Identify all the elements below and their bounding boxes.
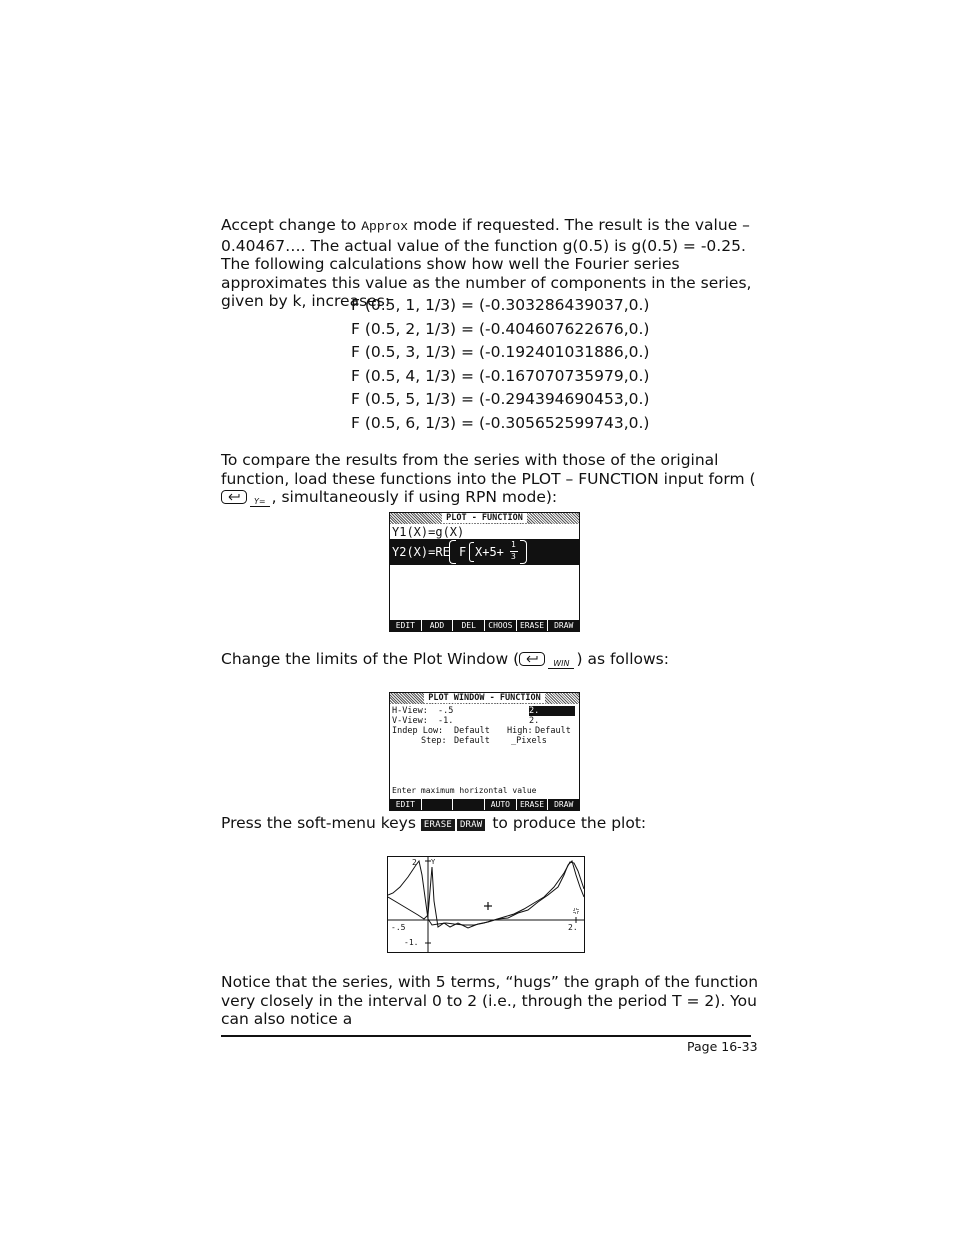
vview-label: V-View: xyxy=(392,716,428,726)
plot-function-screen xyxy=(389,512,580,632)
equation-1: F (0.5, 1, 1/3) = (-0.303286439037,0.) xyxy=(351,296,650,314)
y-equals-key-icon: Y= xyxy=(250,493,270,512)
step-label: Step: xyxy=(421,736,447,746)
soft-key-add[interactable]: ADD xyxy=(422,620,453,631)
notice-paragraph: Notice that the series, with 5 terms, “hugs” the graph of the function very closely in the interval 0 to 2 (i.e., through the period T = 2). You can also notice a xyxy=(221,973,759,1029)
plot-screen xyxy=(387,856,585,953)
left-shift-key-icon xyxy=(221,490,247,509)
y-max-label: 2 xyxy=(412,858,417,867)
equation-2: F (0.5, 2, 1/3) = (-0.404607622676,0.) xyxy=(351,320,650,338)
soft-key-draw[interactable]: DRAW xyxy=(548,799,579,810)
indep-high-value[interactable]: Default xyxy=(535,726,571,736)
equation-4: F (0.5, 4, 1/3) = (-0.167070735979,0.) xyxy=(351,367,650,385)
pixels-checkbox[interactable]: _Pixels xyxy=(511,736,547,746)
screen2-title: PLOT WINDOW - FUNCTION xyxy=(424,693,545,703)
plot-window-screen xyxy=(389,692,580,811)
fourier-series-curve xyxy=(388,861,584,928)
soft-key-choos[interactable]: CHOOS xyxy=(485,620,516,631)
f-symbol: F xyxy=(459,545,467,559)
screen2-title-bar xyxy=(390,693,579,704)
equation-3: F (0.5, 3, 1/3) = (-0.192401031886,0.) xyxy=(351,343,650,361)
y2-prefix: Y2(X)=RE xyxy=(392,545,450,559)
input-prompt: Enter maximum horizontal value xyxy=(392,786,537,795)
step-value[interactable]: Default xyxy=(454,736,490,746)
soft-key-blank-2[interactable] xyxy=(453,799,484,810)
draw-softkey: DRAW xyxy=(457,819,485,831)
x-max-label: 2. xyxy=(568,923,578,932)
equation-6: F (0.5, 6, 1/3) = (-0.305652599743,0.) xyxy=(351,414,650,432)
soft-key-edit[interactable]: EDIT xyxy=(390,799,421,810)
close-bracket-icon xyxy=(520,540,527,564)
erase-softkey: ERASE xyxy=(421,819,455,831)
compare-text-post: , simultaneously if using RPN mode): xyxy=(271,488,558,507)
win-key-icon: WIN xyxy=(548,655,574,674)
soft-key-erase[interactable]: ERASE xyxy=(517,799,548,810)
screen1-soft-menu xyxy=(390,620,579,631)
function-g-curve xyxy=(388,861,584,925)
intro-text-pre: Accept change to xyxy=(221,216,362,234)
page-number: Page 16-33 xyxy=(687,1039,758,1054)
indep-low-label: Indep Low: xyxy=(392,726,444,736)
fraction-denominator: 3 xyxy=(511,552,516,561)
compare-paragraph xyxy=(221,451,761,512)
inner-bracket-icon xyxy=(469,542,474,562)
equation-5: F (0.5, 5, 1/3) = (-0.294394690453,0.) xyxy=(351,390,650,408)
soft-key-blank-1[interactable] xyxy=(422,799,453,810)
soft-key-edit[interactable]: EDIT xyxy=(390,620,421,631)
open-bracket-icon xyxy=(449,540,456,564)
window-text-pre: Change the limits of the Plot Window ( xyxy=(221,650,520,668)
soft-key-auto[interactable]: AUTO xyxy=(485,799,516,810)
soft-key-del[interactable]: DEL xyxy=(453,620,484,631)
press-paragraph xyxy=(221,814,761,833)
intro-text-post: mode if requested. The result is the value –0.40467…. The actual value of the function g(0.5) is g(0.5) = -0.25. The following calculations show how well the Fourier series approximates this value as the number of components in the series, given by k, increases: xyxy=(221,216,752,311)
y-axis-label: Y xyxy=(431,858,436,866)
screen-title: PLOT - FUNCTION xyxy=(442,513,527,523)
function-line-y1: Y1(X)=g(X) xyxy=(392,525,465,539)
window-text-post: ) as follows: xyxy=(576,650,669,668)
soft-key-draw[interactable]: DRAW xyxy=(548,620,579,631)
approx-code: Approx xyxy=(361,219,409,234)
fraction-numerator: 1 xyxy=(511,540,516,549)
compare-text-pre: To compare the results from the series with those of the original function, load these functions into the PLOT – FUNCTION input form ( xyxy=(221,451,756,488)
function-line-y2 xyxy=(390,539,579,565)
vview-high-value[interactable]: 2. xyxy=(529,716,540,726)
indep-low-value[interactable]: Default xyxy=(454,726,490,736)
press-text-pre: Press the soft-menu keys xyxy=(221,814,421,832)
indep-high-label: High: xyxy=(507,726,533,736)
hview-high-field[interactable]: 2. xyxy=(529,706,575,716)
y-min-label: -1. xyxy=(404,938,419,947)
vview-low-value[interactable]: -1. xyxy=(438,716,454,726)
press-text-post: to produce the plot: xyxy=(487,814,647,832)
left-shift-key-icon xyxy=(519,652,545,671)
screen2-soft-menu xyxy=(390,799,579,810)
hview-low-value[interactable]: -.5 xyxy=(438,706,454,716)
hview-label: H-View: xyxy=(392,706,428,716)
screen-title-bar xyxy=(390,513,579,524)
window-paragraph xyxy=(221,650,761,674)
footer-rule xyxy=(221,1035,751,1037)
f-arguments: X+5+ xyxy=(475,545,504,559)
x-min-label: -.5 xyxy=(391,923,406,932)
soft-key-erase[interactable]: ERASE xyxy=(517,620,548,631)
